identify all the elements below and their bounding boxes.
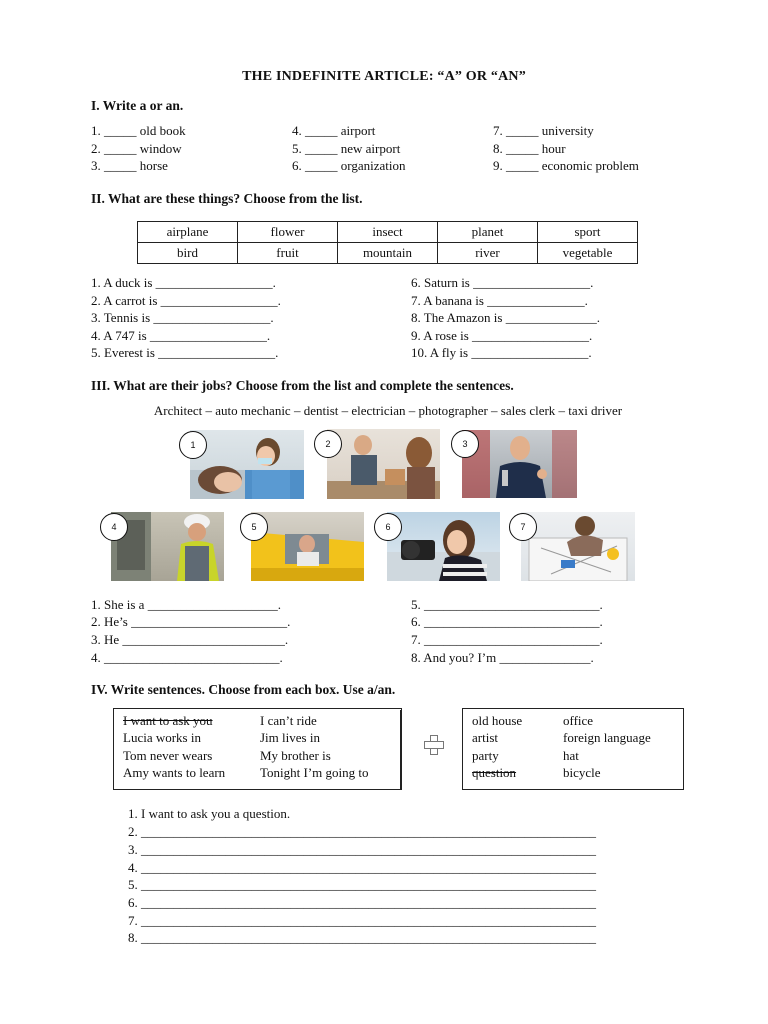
exercise-item: 1. _____ old book <box>91 123 186 138</box>
photo-number-4: 4 <box>100 513 128 541</box>
word-cell: vegetable <box>538 243 638 264</box>
box-word: old house <box>472 713 523 728</box>
answer-line: 2. ______________________________________________________________________ <box>128 824 596 839</box>
box-phrase: I want to ask you <box>123 713 213 728</box>
box-phrase: Amy wants to learn <box>123 765 226 780</box>
exercise-item: 6. ___________________________. <box>411 614 603 629</box>
word-cell: airplane <box>138 222 238 243</box>
exercise-item: 1. A duck is __________________. <box>91 275 276 290</box>
word-cell: river <box>438 243 538 264</box>
exercise-item: 4. ___________________________. <box>91 650 283 665</box>
photo-number-6: 6 <box>374 513 402 541</box>
box-phrase: Lucia works in <box>123 730 201 745</box>
box-phrase: My brother is <box>260 748 331 763</box>
box-phrase: Jim lives in <box>260 730 320 745</box>
exercise-item: 4. _____ airport <box>292 123 376 138</box>
worksheet-title: THE INDEFINITE ARTICLE: “A” OR “AN” <box>242 69 526 84</box>
answer-line: 1. I want to ask you a question. <box>128 806 291 821</box>
exercise-item: 6. _____ organization <box>292 158 406 173</box>
word-cell: fruit <box>238 243 338 264</box>
plus-icon <box>424 735 444 755</box>
box-word: hat <box>563 748 579 763</box>
electrician-photo <box>111 512 224 581</box>
box-word: foreign language <box>563 730 651 745</box>
auto-mechanic-photo <box>462 430 577 498</box>
box-shadow-edge <box>400 710 402 790</box>
word-cell: bird <box>138 243 238 264</box>
word-cell: insect <box>338 222 438 243</box>
exercise-item: 5. ___________________________. <box>411 597 603 612</box>
word-cell: mountain <box>338 243 438 264</box>
box-word: bicycle <box>563 765 601 780</box>
exercise-item: 4. A 747 is __________________. <box>91 328 271 343</box>
exercise-item: 9. _____ economic problem <box>493 158 639 173</box>
box-word: office <box>563 713 594 728</box>
sales-clerk-photo <box>327 429 440 499</box>
box-word: question <box>472 765 517 780</box>
answer-line: 5. ______________________________________________________________________ <box>128 877 596 892</box>
box-phrase: Tom never wears <box>123 748 213 763</box>
photo-number-2: 2 <box>314 430 342 458</box>
section-3-heading: III. What are their jobs? Choose from the list and complete the sentences. <box>91 378 514 393</box>
exercise-item: 9. A rose is __________________. <box>411 328 593 343</box>
photo-number-1: 1 <box>179 431 207 459</box>
section-1-heading: I. Write a or an. <box>91 98 184 113</box>
exercise-item: 2. A carrot is __________________. <box>91 293 281 308</box>
exercise-item: 7. _____ university <box>493 123 594 138</box>
box-phrase: I can’t ride <box>260 713 317 728</box>
exercise-item: 3. He _________________________. <box>91 632 289 647</box>
photo-number-7: 7 <box>509 513 537 541</box>
box-word: artist <box>472 730 498 745</box>
exercise-item: 6. Saturn is __________________. <box>411 275 594 290</box>
answer-line: 4. ______________________________________________________________________ <box>128 860 596 875</box>
answer-line: 7. ______________________________________________________________________ <box>128 913 596 928</box>
answer-line: 6. ______________________________________________________________________ <box>128 895 596 910</box>
exercise-item: 8. The Amazon is ______________. <box>411 310 600 325</box>
exercise-item: 7. ___________________________. <box>411 632 603 647</box>
exercise-item: 2. He’s ________________________. <box>91 614 291 629</box>
exercise-item: 5. Everest is __________________. <box>91 345 279 360</box>
exercise-item: 2. _____ window <box>91 141 182 156</box>
photo-number-3: 3 <box>451 430 479 458</box>
exercise-item: 8. _____ hour <box>493 141 566 156</box>
photo-number-5: 5 <box>240 513 268 541</box>
answer-line: 8. ______________________________________________________________________ <box>128 930 596 945</box>
job-word-list: Architect – auto mechanic – dentist – electrician – photographer – sales clerk – taxi driver <box>153 403 623 418</box>
word-list-table <box>137 221 638 264</box>
exercise-item: 3. Tennis is __________________. <box>91 310 274 325</box>
architect-photo <box>521 512 635 581</box>
exercise-item: 7. A banana is _______________. <box>411 293 588 308</box>
word-cell: flower <box>238 222 338 243</box>
word-cell: sport <box>538 222 638 243</box>
exercise-item: 5. _____ new airport <box>292 141 401 156</box>
exercise-item: 8. And you? I’m ______________. <box>411 650 594 665</box>
box-word: party <box>472 748 499 763</box>
answer-line: 3. ______________________________________________________________________ <box>128 842 596 857</box>
exercise-item: 3. _____ horse <box>91 158 168 173</box>
section-2-heading: II. What are these things? Choose from the list. <box>91 191 363 206</box>
exercise-item: 1. She is a ____________________. <box>91 597 281 612</box>
box-phrase: Tonight I’m going to <box>260 765 369 780</box>
word-cell: planet <box>438 222 538 243</box>
taxi-driver-photo <box>251 512 364 581</box>
exercise-item: 10. A fly is __________________. <box>411 345 592 360</box>
dentist-photo <box>190 430 304 499</box>
photographer-photo <box>387 512 500 581</box>
section-4-heading: IV. Write sentences. Choose from each box. Use a/an. <box>91 682 396 697</box>
